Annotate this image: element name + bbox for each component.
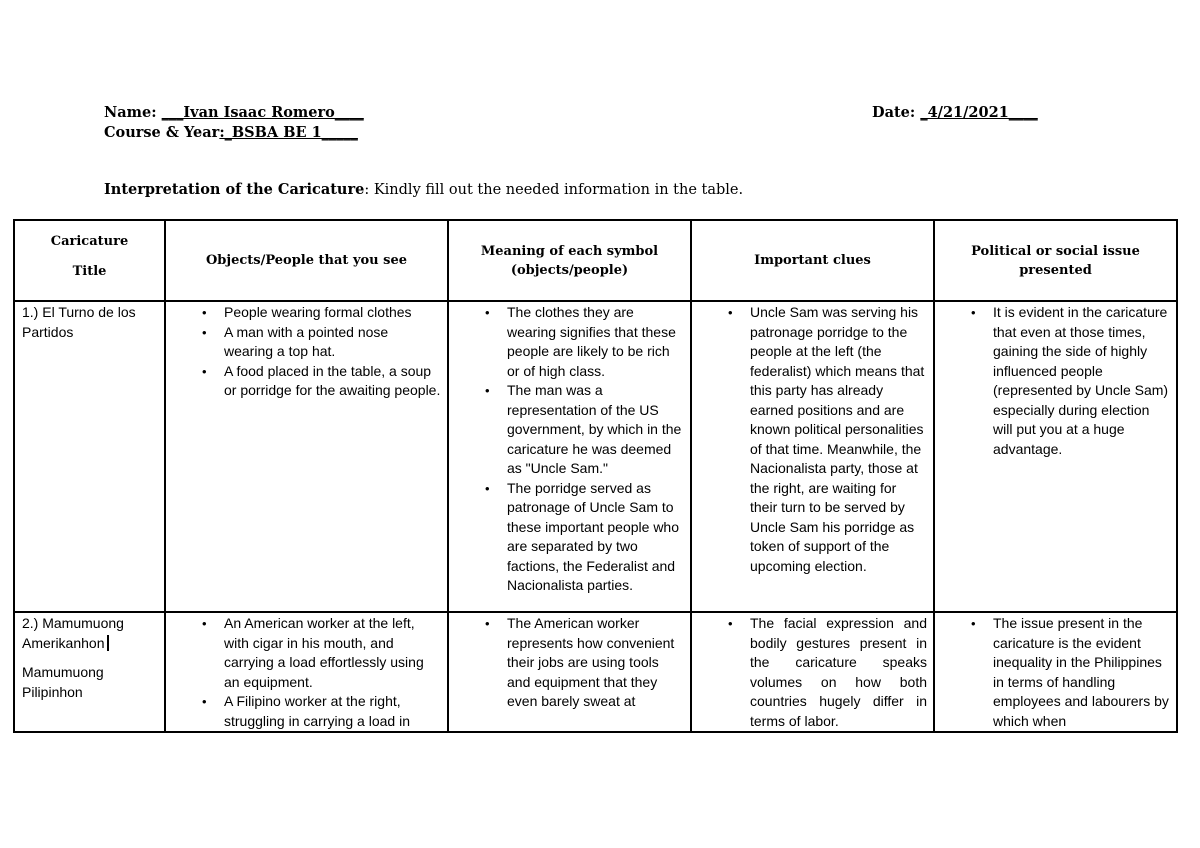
row2-title-a-text: 2.) Mamumuong Amerikanhon: [22, 615, 124, 651]
row1-objects-cell[interactable]: [165, 301, 448, 612]
list-item: • A food placed in the table, a soup or porridge for the awaiting people.: [224, 362, 441, 401]
text-cursor: [107, 635, 109, 651]
name-value: ___Ivan Isaac Romero____: [161, 104, 364, 121]
header-clues: Important clues: [691, 220, 934, 301]
list-item: • An American worker at the left, with cigar in his mouth, and carrying a load effortlessly using an equipment.: [224, 614, 441, 692]
row2-objects-cell[interactable]: [165, 612, 448, 732]
date-label: Date:: [872, 104, 916, 121]
course-value: :_BSBA BE 1_____: [219, 124, 358, 141]
date-value: _4/21/2021____: [920, 104, 1038, 121]
instruction: [104, 180, 743, 200]
name-line: [104, 104, 364, 122]
list-item: • A man with a pointed nose wearing a top hat.: [224, 323, 441, 362]
instruction-text: : Kindly fill out the needed information in the table.: [364, 182, 744, 198]
date-line: [872, 104, 1038, 122]
row1-meaning-cell[interactable]: [448, 301, 691, 612]
course-label: Course & Year: [104, 124, 220, 141]
table-row: [14, 301, 1177, 612]
list-item: • The facial expression and bodily gestures present in the caricature speaks volumes on how both countries hugely differ in terms of labor.: [750, 614, 927, 731]
list-item: • Uncle Sam was serving his patronage porridge to the people at the left (the federalist) which means that this party has already earned positions and are known political personalities of that time. Meanwhile, the Nacionalista party, those at the right, are waiting for their turn to be served by Uncle Sam his porridge as token of support of the upcoming election.: [750, 303, 927, 576]
list-item: • The issue present in the caricature is the evident inequality in the Philippines in terms of handling employees and labourers by which when: [993, 614, 1170, 731]
table-row: [14, 612, 1177, 732]
course-line: [104, 124, 358, 142]
row1-issue-cell[interactable]: [934, 301, 1177, 612]
list-item: • It is evident in the caricature that even at those times, gaining the side of highly influenced people (represented by Uncle Sam) especially during election will put you at a huge advantage.: [993, 303, 1170, 459]
table-header-row: [14, 220, 1177, 301]
list-item: • The man was a representation of the US government, by which in the caricature he was deemed as "Uncle Sam.": [507, 381, 684, 479]
header-objects: Objects/People that you see: [165, 220, 448, 301]
row2-title-cell[interactable]: [14, 612, 165, 732]
row2-issue-cell[interactable]: [934, 612, 1177, 732]
row1-clues-cell[interactable]: [691, 301, 934, 612]
list-item: • The American worker represents how convenient their jobs are using tools and equipment that they even barely sweat at: [507, 614, 684, 712]
list-item: • The clothes they are wearing signifies that these people are likely to be rich or of high class.: [507, 303, 684, 381]
row2-meaning-cell[interactable]: [448, 612, 691, 732]
list-item: • The porridge served as patronage of Uncle Sam to these important people who are separated by two factions, the Federalist and Nacionalista parties.: [507, 479, 684, 596]
caricature-table: [13, 219, 1178, 733]
name-label: Name:: [104, 104, 157, 121]
instruction-title: Interpretation of the Caricature: [104, 181, 365, 198]
header-title-line1: Caricature: [50, 234, 129, 249]
list-item: • People wearing formal clothes: [224, 303, 441, 323]
row1-title[interactable]: 1.) El Turno de los Partidos: [14, 301, 165, 612]
header-issue: Political or social issue presented: [934, 220, 1177, 301]
spacer: [22, 653, 158, 663]
header-title-line2: Title: [72, 264, 107, 279]
header-caricature-title: [14, 220, 165, 301]
list-item: • A Filipino worker at the right, struggling in carrying a load in: [224, 692, 441, 731]
row2-clues-cell[interactable]: [691, 612, 934, 732]
header-meaning: Meaning of each symbol (objects/people): [448, 220, 691, 301]
row2-title-b: Mamumuong Pilipinhon: [22, 664, 104, 700]
row2-title-a: [22, 614, 158, 653]
